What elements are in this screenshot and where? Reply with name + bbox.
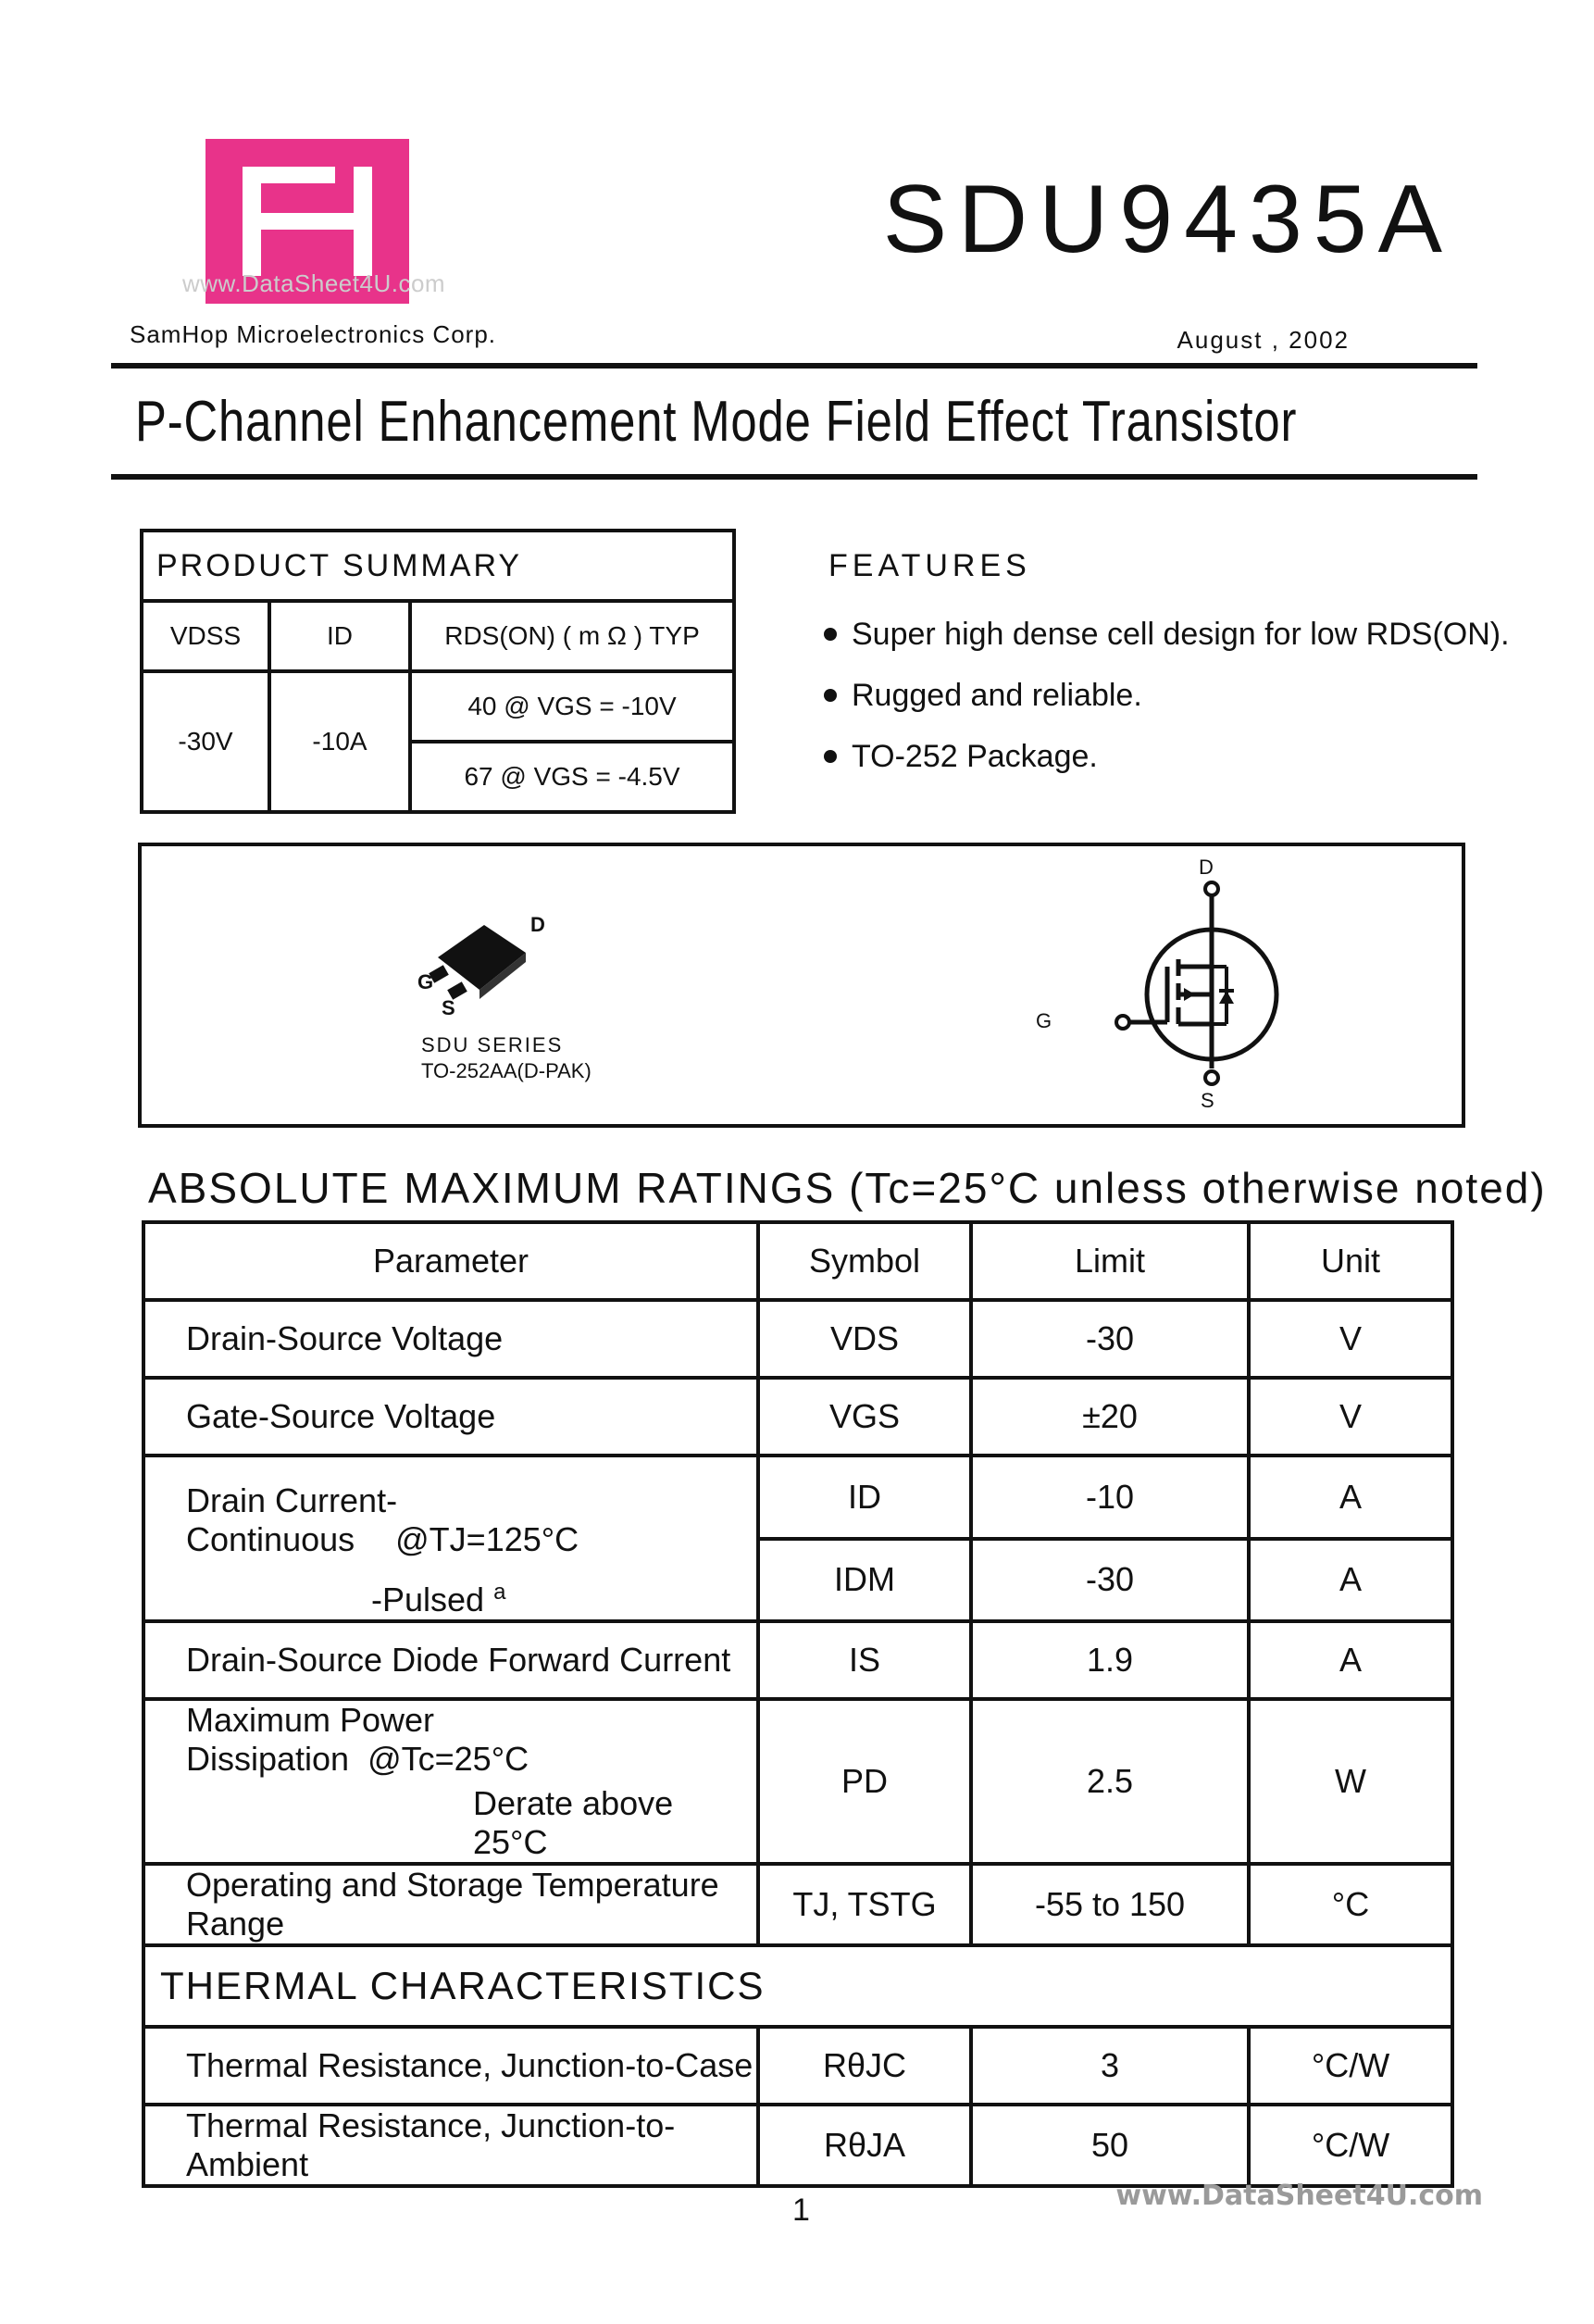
document-date: August , 2002	[1177, 326, 1350, 354]
company-name: SamHop Microelectronics Corp.	[130, 320, 497, 348]
features-heading: FEATURES	[828, 548, 1031, 583]
part-number: SDU9435A	[882, 166, 1453, 273]
pin-label-s: S	[442, 996, 455, 1019]
col-vdss: VDSS	[142, 601, 269, 671]
amr-title: ABSOLUTE MAXIMUM RATINGS (Tc=25°C unless otherwise noted)	[148, 1164, 1547, 1212]
table-row: Drain-Source Voltage VDS -30 V	[143, 1300, 1452, 1378]
table-row: Drain-Source Diode Forward Current IS 1.9 A	[143, 1621, 1452, 1699]
pin-label-d: D	[530, 913, 545, 936]
features-list	[824, 604, 1510, 787]
page-title: P-Channel Enhancement Mode Field Effect Transistor	[135, 390, 1298, 454]
table-row: IDM -30 A	[143, 1539, 1452, 1622]
symbol-label-g: G	[1036, 1009, 1052, 1032]
pin-label-g: G	[417, 970, 434, 993]
rds-value-1: 40 @ VGS = -10V	[410, 671, 734, 742]
bullet-icon	[824, 689, 837, 702]
header-limit: Limit	[971, 1222, 1249, 1300]
rds-value-2: 67 @ VGS = -4.5V	[410, 742, 734, 812]
product-summary-heading: PRODUCT SUMMARY	[142, 531, 734, 601]
bullet-icon	[824, 628, 837, 641]
header-symbol: Symbol	[758, 1222, 971, 1300]
mosfet-symbol	[1067, 856, 1308, 1115]
footer-watermark: www.DataSheet4U.com	[1115, 2180, 1483, 2212]
package-diagram-box	[138, 843, 1465, 1128]
table-row: Thermal Resistance, Junction-to-Ambient RθJA 50 °C/W	[143, 2105, 1452, 2186]
amr-table	[142, 1220, 1454, 2188]
col-rds: RDS(ON) ( m Ω ) TYP	[410, 601, 734, 671]
title-rule	[111, 474, 1477, 480]
table-row: Gate-Source Voltage VGS ±20 V	[143, 1378, 1452, 1456]
thermal-heading: THERMAL CHARACTERISTICS	[143, 1945, 1452, 2027]
feature-item: Super high dense cell design for low RDS(ON).	[824, 604, 1510, 665]
symbol-label-s: S	[1201, 1089, 1214, 1112]
page-number: 1	[792, 2193, 810, 2228]
table-row: Maximum Power Dissipation @Tc=25°C Derate above 25°C PD 2.5 W	[143, 1699, 1452, 1864]
header-parameter: Parameter	[143, 1222, 758, 1300]
table-row: Operating and Storage Temperature Range TJ, TSTG -55 to 150 °C	[143, 1864, 1452, 1945]
table-row: Thermal Resistance, Junction-to-Case RθJC 3 °C/W	[143, 2027, 1452, 2105]
package-label: TO-252AA(D-PAK)	[421, 1059, 592, 1082]
feature-item: Rugged and reliable.	[824, 665, 1510, 726]
product-summary-table	[140, 529, 736, 814]
watermark: www.DataSheet4U.com	[182, 269, 446, 297]
header-unit: Unit	[1249, 1222, 1452, 1300]
feature-item: TO-252 Package.	[824, 726, 1510, 787]
series-label: SDU SERIES	[421, 1033, 564, 1056]
header-rule	[111, 363, 1477, 369]
vdss-value: -30V	[142, 671, 269, 812]
symbol-label-d: D	[1199, 856, 1214, 879]
bullet-icon	[824, 750, 837, 763]
table-row: Drain Current-Continuous @TJ=125°C -Pulsed $^a$ ID -10 A	[143, 1456, 1452, 1539]
id-value: -10A	[269, 671, 410, 812]
col-id: ID	[269, 601, 410, 671]
